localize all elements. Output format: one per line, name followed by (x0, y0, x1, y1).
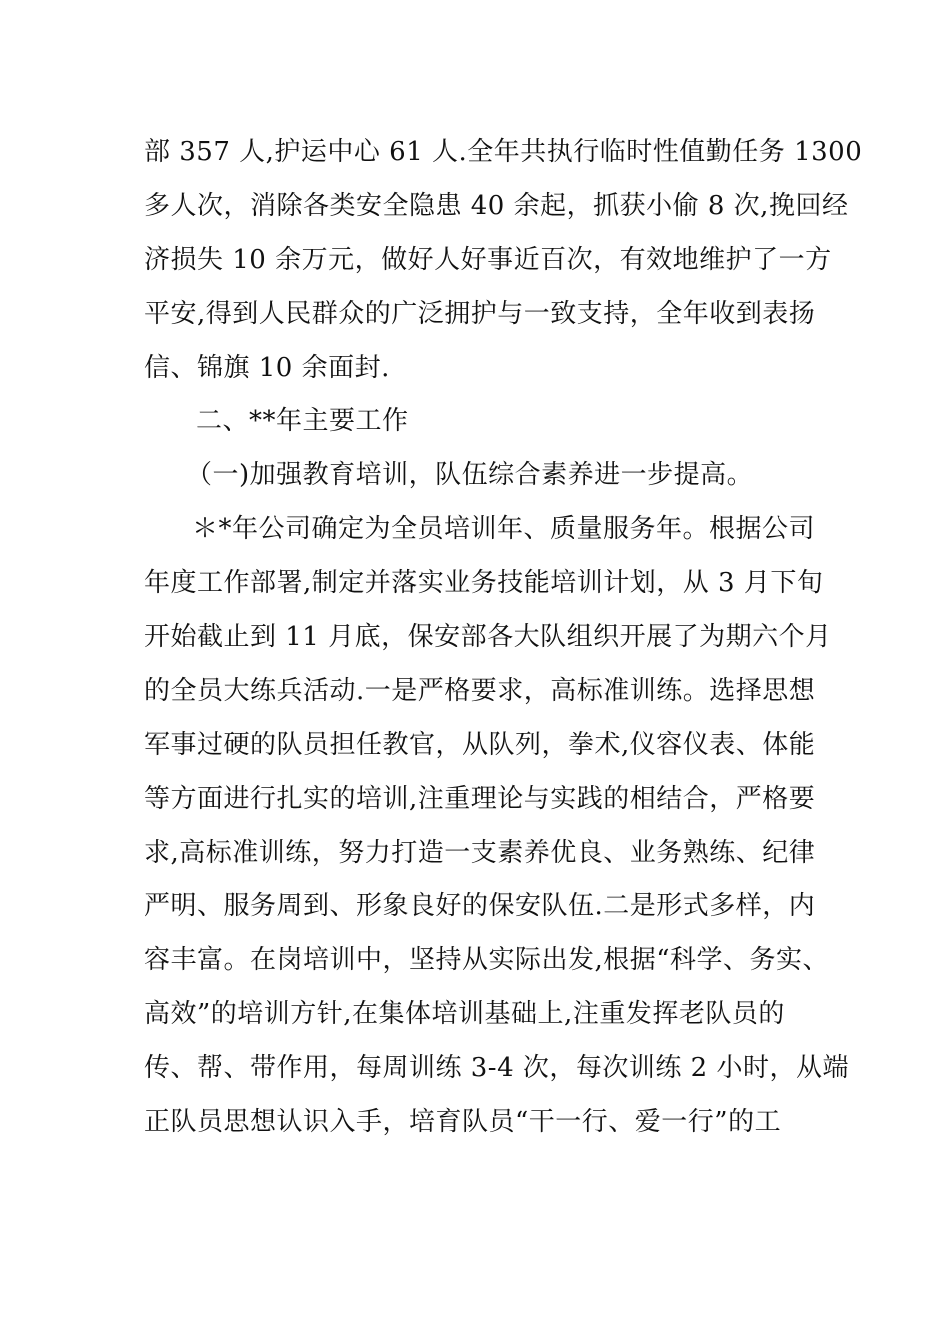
text-line: 济损失 10 余万元，做好人好事近百次，有效地维护了一方 (144, 244, 832, 275)
text-line: 信、锦旗 10 余面封. (144, 352, 390, 383)
text-line: 求,高标准训练，努力打造一支素养优良、业务熟练、纪律 (144, 837, 816, 868)
text-line: 传、帮、带作用，每周训练 3-4 次，每次训练 2 小时，从端 (144, 1053, 849, 1084)
text-line: 部 357 人,护运中心 61 人.全年共执行临时性值勤任务 1300 (144, 137, 863, 167)
text-line: 高效”的培训方针,在集体培训基础上,注重发挥老队员的 (144, 999, 785, 1030)
sub-heading: （一)加强教育培训，队伍综合素养进一步提高。 (186, 460, 754, 491)
text-line: 开始截止到 11 月底，保安部各大队组织开展了为期六个月 (144, 622, 832, 653)
text-line: 平安,得到人民群众的广泛拥护与一致支持，全年收到表扬 (144, 298, 816, 329)
text-line: 严明、服务周到、形象良好的保安队伍.二是形式多样，内 (144, 891, 816, 922)
text-line: 容丰富。在岗培训中，坚持从实际出发,根据“科学、务实、 (144, 945, 830, 976)
text-line: 等方面进行扎实的培训,注重理论与实践的相结合，严格要 (144, 783, 816, 814)
text-line: 多人次，消除各类安全隐患 40 余起，抓获小偷 8 次,挽回经 (144, 190, 849, 221)
text-line: 正队员思想认识入手，培育队员“干一行、爱一行”的工 (144, 1107, 782, 1138)
text-line: 军事过硬的队员担任教官，从队列，拳术,仪容仪表、体能 (144, 729, 816, 760)
document-body (144, 126, 863, 1150)
section-heading: 二、**年主要工作 (196, 406, 409, 437)
text-line: 年度工作部署,制定并落实业务技能培训计划，从 3 月下旬 (144, 568, 824, 599)
text-line: ＊*年公司确定为全员培训年、质量服务年。根据公司 (192, 514, 816, 545)
text-line: 的全员大练兵活动.一是严格要求，高标准训练。选择思想 (144, 675, 816, 706)
